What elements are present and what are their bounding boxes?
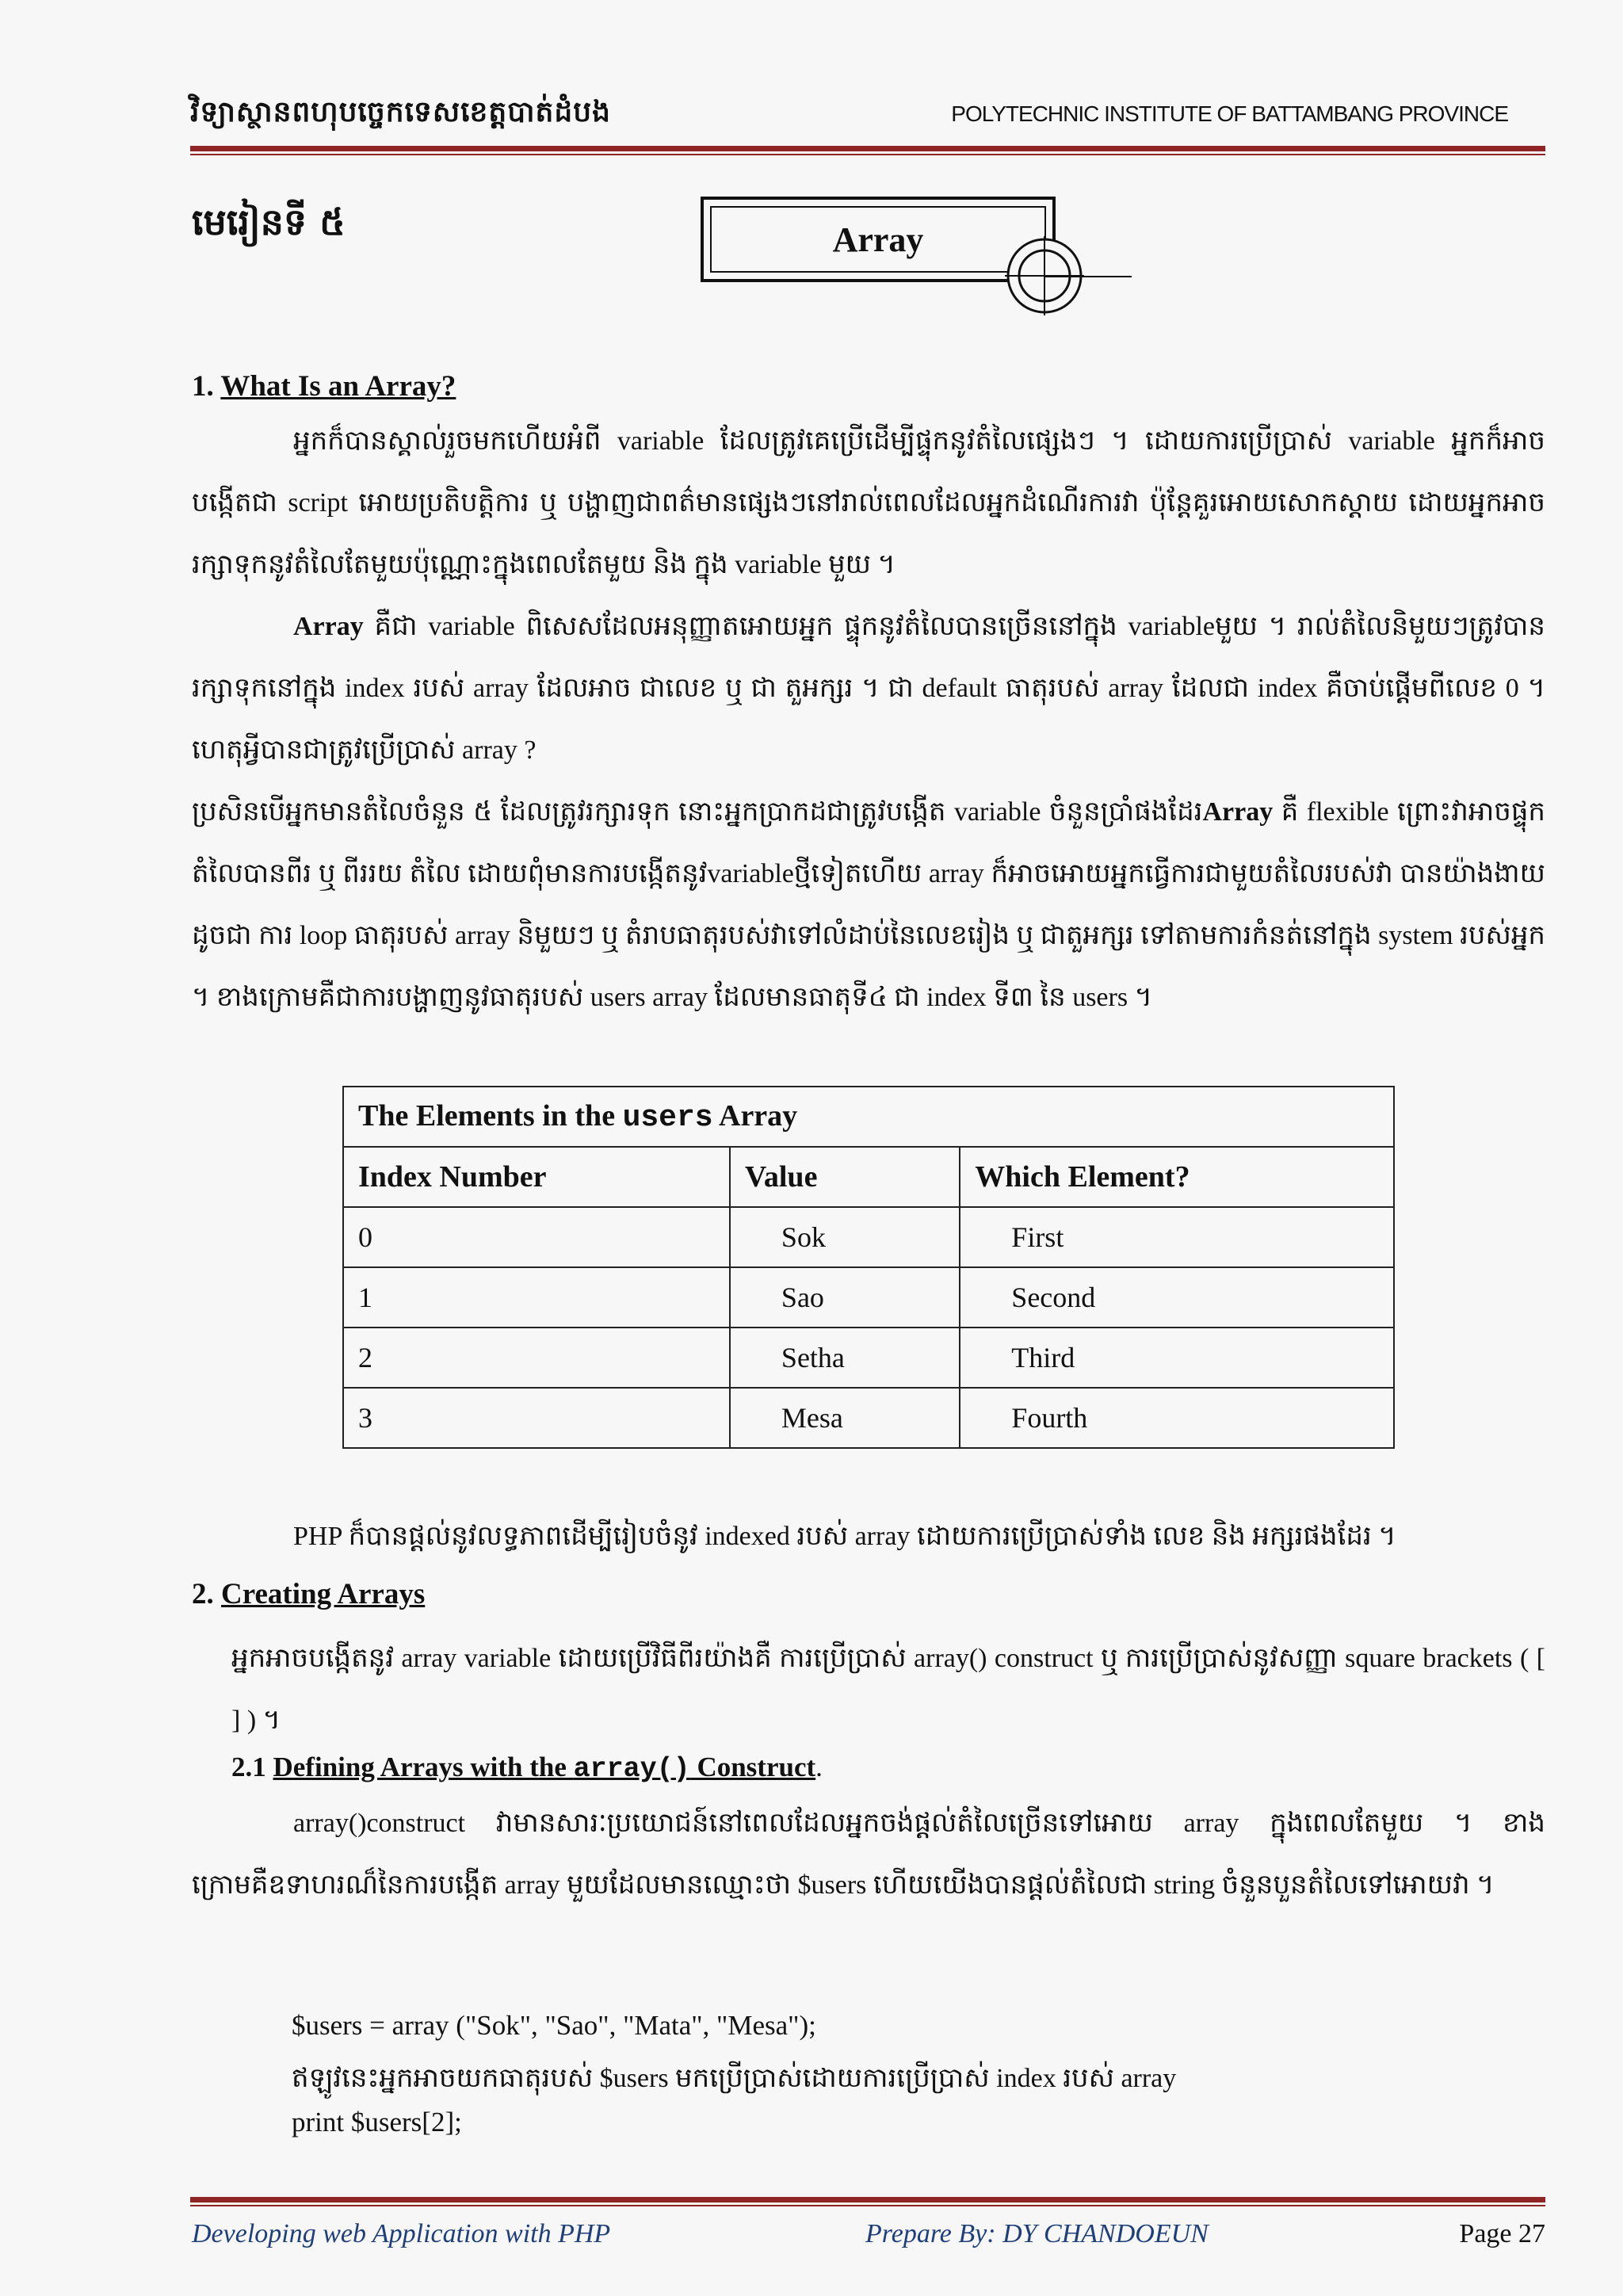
subsection-2-1-heading: 2.1 Defining Arrays with the array() Construct. bbox=[231, 1752, 823, 1785]
subsection-paragraph: array()construct វាមានសារៈប្រយោជន៍នៅពេលដែលអ្នកចង់ផ្តល់តំលៃច្រើនទៅអោយ array ក្នុងពេលតែមួយ ។ ខាងក្រោមគឺឧទាហរណ៏នៃការបង្កើត array មួយដែលមានឈ្មោះថា $users ហើយយើងបានផ្តល់តំលៃជា string ចំនួនបួនតំលៃទៅអោយវា ។ bbox=[192, 1809, 1545, 1900]
code-note: ឥឡូវនេះអ្នកអាចយកធាតុរបស់ $users មកប្រើប្រាស់ដោយការប្រើប្រាស់ index របស់ array bbox=[292, 2064, 1177, 2093]
table-caption-code: users bbox=[622, 1101, 713, 1135]
table-cell-value: Mesa bbox=[730, 1388, 960, 1448]
lesson-label: មេរៀនទី ៥ bbox=[192, 201, 346, 243]
users-array-table bbox=[342, 1086, 1395, 1449]
table-row bbox=[343, 1328, 1394, 1388]
column-header-which-element: Which Element? bbox=[960, 1147, 1394, 1207]
code-line-1: $users = array ("Sok", "Sao", "Mata", "Mesa"); bbox=[292, 2010, 816, 2041]
table-cell-value: Sao bbox=[730, 1267, 960, 1328]
code-line-2: print $users[2]; bbox=[292, 2107, 462, 2137]
section-1-paragraph-3b: គឺ flexible ព្រោះវាអាចផ្ទុកតំលៃបានពីរ ឬ ពីររយ តំលៃ ដោយពុំមានការបង្កើតនូវvariableថ្មីទៀតហើយ array ក៏អាចអោយអ្នកធ្វើការជាមួយតំលៃរបស់វា បានយ៉ាងងាយ ដូចជា ការ loop ធាតុរបស់ array និមួយៗ ឬ តំរាបធាតុរបស់វាទៅលំដាប់នៃលេខរៀង ឬ ជាតួអក្សរ ទៅតាមការកំនត់នៅក្នុង system របស់អ្នក ។ ខាងក្រោមគឺជាការបង្ហាញនូវធាតុរបស់ users array ដែលមានធាតុទី៤ ជា index ទី៣ នៃ users ។ bbox=[192, 797, 1546, 1012]
table-cell-index: 1 bbox=[343, 1267, 730, 1328]
footer-page-number: Page 27 bbox=[1459, 2219, 1545, 2248]
section-1-title: What Is an Array? bbox=[220, 370, 456, 403]
table-cell-value: Setha bbox=[730, 1328, 960, 1388]
section-2-heading bbox=[192, 1577, 425, 1611]
array-bold-2: Array bbox=[1202, 797, 1274, 827]
footer-rule bbox=[190, 2197, 1545, 2202]
section-1-paragraph-3a: ប្រសិនបើអ្នកមានតំលៃចំនួន ៥ ដែលត្រូវរក្សារទុក នោះអ្នកប្រាកដជាត្រូវបង្កើត variable ចំនួនប្រាំផងដែរ bbox=[192, 797, 1203, 827]
subsection-title-post: Construct bbox=[689, 1752, 816, 1782]
table-cell-element: Second bbox=[960, 1267, 1394, 1328]
array-bold: Array bbox=[293, 612, 364, 641]
table-cell-index: 3 bbox=[343, 1388, 730, 1448]
section-2-number: 2. bbox=[192, 1578, 214, 1610]
table-row bbox=[343, 1388, 1394, 1448]
header-institute-english: POLYTECHNIC INSTITUTE OF BATTAMBANG PROVINCE bbox=[951, 101, 1508, 126]
table-cell-element: Third bbox=[960, 1328, 1394, 1388]
column-header-index: Index Number bbox=[343, 1147, 730, 1207]
header-institute-khmer: វិទ្យាស្ថានពហុបច្ចេកទេសខេត្តបាត់ដំបង bbox=[190, 96, 611, 128]
section-1-paragraph-2-text: គឺជា variable ពិសេសដែលអនុញ្ញាតអោយអ្នក ផ្ទុកនូវតំលៃបានច្រើននៅក្នុង variableមួយ ។ រាល់តំលៃនិមួយៗត្រូវបានរក្សាទុកនៅក្នុង index របស់ array ដែលអាច ជាលេខ ឬ ជា តួអក្សរ ។ ជា default ធាតុរបស់ array ដែលជា index គឺចាប់ផ្តើមពីលេខ 0 ។ ហេតុអ្វីបានជាត្រូវប្រើប្រាស់ array ? bbox=[192, 612, 1545, 765]
after-table-paragraph: PHP ក៏បានផ្តល់នូវលទ្ធភាពដើម្បីរៀបចំនូវ indexed របស់ array ដោយការប្រើប្រាស់ទាំង លេខ និង អក្សរផងដែរ ។ bbox=[293, 1522, 1396, 1551]
header-rule bbox=[190, 146, 1545, 151]
subsection-title-code: array() bbox=[573, 1753, 690, 1785]
header-rule-thin bbox=[190, 154, 1545, 155]
table-cell-value: Sok bbox=[730, 1207, 960, 1267]
table-cell-index: 0 bbox=[343, 1207, 730, 1267]
section-1-paragraph-2 bbox=[192, 596, 1545, 781]
table-row bbox=[343, 1267, 1394, 1328]
table-cell-element: First bbox=[960, 1207, 1394, 1267]
section-2-title: Creating Arrays bbox=[221, 1578, 426, 1610]
table-caption bbox=[343, 1087, 1394, 1147]
section-1-paragraph-3 bbox=[192, 781, 1545, 1029]
table-row bbox=[343, 1207, 1394, 1267]
section-1-paragraph-1: អ្នកក៏បានស្គាល់រួចមកហើយអំពី variable ដែលត្រូវគេប្រើដើម្បីផ្ទុកនូវតំលៃផ្សេងៗ ។ ដោយការប្រើប្រាស់ variable អ្នកក៏អាចបង្កើតជា script អោយប្រតិបត្តិការ ឬ បង្ហាញជាពត៌មានផ្សេងៗនៅរាល់ពេលដែលអ្នកដំណើរការវា ប៉ុន្តែគួរអោយសោកស្តាយ ដោយអ្នកអាច រក្សាទុកនូវតំលៃតែមួយប៉ុណ្ណោះក្នុងពេលតែមួយ និង ក្នុង variable មួយ ។ bbox=[192, 426, 1545, 579]
section-2-paragraph: អ្នកអាចបង្កើតនូវ array variable ដោយប្រើវិធីពីរយ៉ាងគឺ ការប្រើប្រាស់ array() construct ឬ ការប្រើប្រាស់នូវសញ្ញា square brackets ( [ ] ) ។ bbox=[231, 1644, 1545, 1735]
lesson-title-box bbox=[701, 197, 1056, 282]
table-cell-index: 2 bbox=[343, 1328, 730, 1388]
footer-author: Prepare By: DY CHANDOEUN bbox=[865, 2219, 1209, 2248]
table-cell-element: Fourth bbox=[960, 1388, 1394, 1448]
column-header-value: Value bbox=[730, 1147, 960, 1207]
subsection-title bbox=[273, 1752, 816, 1785]
footer-course-title: Developing web Application with PHP bbox=[192, 2219, 611, 2248]
table-caption-pre: The Elements in the bbox=[358, 1099, 623, 1133]
section-1-heading bbox=[192, 369, 456, 403]
decoration-line bbox=[1044, 276, 1132, 277]
subsection-number: 2.1 bbox=[231, 1752, 266, 1782]
section-1-number: 1. bbox=[192, 370, 214, 403]
footer-rule-thin bbox=[190, 2205, 1545, 2206]
subsection-title-pre: Defining Arrays with the bbox=[273, 1752, 574, 1782]
table-caption-post: Array bbox=[712, 1099, 798, 1133]
lesson-title: Array bbox=[710, 206, 1046, 273]
